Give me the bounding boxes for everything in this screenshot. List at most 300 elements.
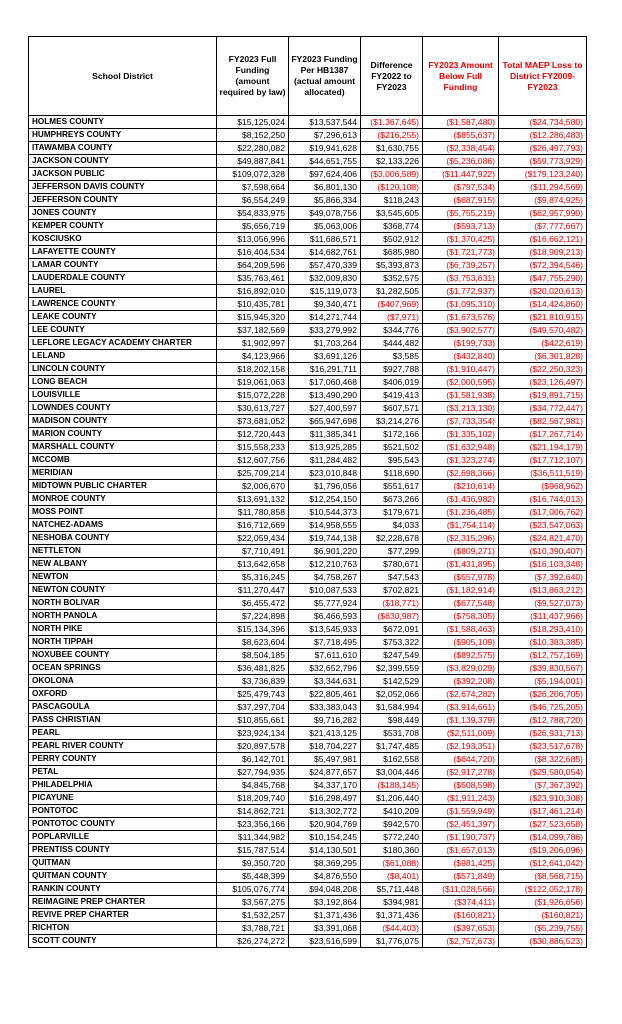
cell-difference: $180,360 xyxy=(361,844,423,857)
cell-funding-hb1387: $65,947,698 xyxy=(289,415,361,428)
cell-full-funding: $16,404,534 xyxy=(217,246,289,259)
cell-difference: $551,617 xyxy=(361,480,423,493)
cell-funding-hb1387: $7,611,610 xyxy=(289,649,361,662)
cell-total-loss: ($49,570,482) xyxy=(499,324,587,337)
cell-funding-hb1387: $6,466,593 xyxy=(289,610,361,623)
table-row xyxy=(29,935,587,948)
cell-funding-hb1387: $1,371,436 xyxy=(289,909,361,922)
cell-total-loss: ($82,567,981) xyxy=(499,415,587,428)
cell-funding-hb1387: $8,369,295 xyxy=(289,857,361,870)
table-row xyxy=(29,701,587,714)
table-row xyxy=(29,506,587,519)
cell-district: MERIDIAN xyxy=(29,467,217,480)
cell-full-funding: $49,887,841 xyxy=(217,155,289,168)
table-row xyxy=(29,792,587,805)
cell-amount-below: ($2,757,673) xyxy=(423,935,499,948)
table-row xyxy=(29,298,587,311)
cell-difference: $3,545,605 xyxy=(361,207,423,220)
cell-district: NEW ALBANY xyxy=(29,558,217,571)
cell-total-loss: ($122,052,178) xyxy=(499,883,587,896)
table-row xyxy=(29,155,587,168)
cell-full-funding: $15,072,228 xyxy=(217,389,289,402)
cell-total-loss: ($17,006,762) xyxy=(499,506,587,519)
cell-district: LOWNDES COUNTY xyxy=(29,402,217,415)
cell-amount-below: ($1,190,737) xyxy=(423,831,499,844)
cell-total-loss: ($23,517,678) xyxy=(499,740,587,753)
cell-funding-hb1387: $15,119,073 xyxy=(289,285,361,298)
cell-total-loss: ($20,020,613) xyxy=(499,285,587,298)
cell-full-funding: $12,607,756 xyxy=(217,454,289,467)
cell-amount-below: ($432,840) xyxy=(423,350,499,363)
cell-amount-below: ($1,673,576) xyxy=(423,311,499,324)
cell-full-funding: $12,720,443 xyxy=(217,428,289,441)
table-row xyxy=(29,272,587,285)
table-row xyxy=(29,363,587,376)
cell-district: REVIVE PREP CHARTER xyxy=(29,909,217,922)
cell-difference: $344,776 xyxy=(361,324,423,337)
header-funding-hb1387: FY2023 Funding Per HB1387 (actual amount allocated) xyxy=(289,37,361,116)
table-body xyxy=(29,116,587,948)
cell-funding-hb1387: $16,291,711 xyxy=(289,363,361,376)
cell-total-loss: ($10,390,407) xyxy=(499,545,587,558)
cell-total-loss: ($1,926,656) xyxy=(499,896,587,909)
cell-amount-below: ($5,236,086) xyxy=(423,155,499,168)
cell-amount-below: ($571,849) xyxy=(423,870,499,883)
cell-amount-below: ($210,614) xyxy=(423,480,499,493)
cell-amount-below: ($1,632,948) xyxy=(423,441,499,454)
cell-amount-below: ($1,721,773) xyxy=(423,246,499,259)
cell-district: QUITMAN xyxy=(29,857,217,870)
cell-funding-hb1387: $94,048,208 xyxy=(289,883,361,896)
table-row xyxy=(29,220,587,233)
cell-full-funding: $36,481,825 xyxy=(217,662,289,675)
cell-difference: ($3,006,589) xyxy=(361,168,423,181)
cell-amount-below: ($160,821) xyxy=(423,909,499,922)
cell-amount-below: ($2,000,595) xyxy=(423,376,499,389)
cell-district: PEARL RIVER COUNTY xyxy=(29,740,217,753)
cell-difference: $3,585 xyxy=(361,350,423,363)
cell-funding-hb1387: $16,298,497 xyxy=(289,792,361,805)
cell-district: MCCOMB xyxy=(29,454,217,467)
cell-funding-hb1387: $19,941,628 xyxy=(289,142,361,155)
cell-total-loss: ($19,206,096) xyxy=(499,844,587,857)
cell-difference: $927,788 xyxy=(361,363,423,376)
cell-total-loss: ($422,619) xyxy=(499,337,587,350)
table-row xyxy=(29,207,587,220)
cell-funding-hb1387: $13,537,544 xyxy=(289,116,361,129)
cell-total-loss: ($27,523,658) xyxy=(499,818,587,831)
cell-amount-below: ($3,829,029) xyxy=(423,662,499,675)
cell-total-loss: ($8,568,715) xyxy=(499,870,587,883)
cell-full-funding: $8,623,604 xyxy=(217,636,289,649)
cell-difference: $772,240 xyxy=(361,831,423,844)
table-row xyxy=(29,779,587,792)
cell-difference: $702,821 xyxy=(361,584,423,597)
cell-amount-below: ($5,755,219) xyxy=(423,207,499,220)
cell-amount-below: ($1,370,425) xyxy=(423,233,499,246)
cell-total-loss: ($59,773,929) xyxy=(499,155,587,168)
cell-full-funding: $9,350,720 xyxy=(217,857,289,870)
cell-full-funding: $6,142,701 xyxy=(217,753,289,766)
cell-district: PASS CHRISTIAN xyxy=(29,714,217,727)
table-row xyxy=(29,116,587,129)
cell-district: JEFFERSON COUNTY xyxy=(29,194,217,207)
cell-amount-below: ($6,739,257) xyxy=(423,259,499,272)
cell-full-funding: $7,224,898 xyxy=(217,610,289,623)
cell-full-funding: $109,072,328 xyxy=(217,168,289,181)
table-row xyxy=(29,415,587,428)
cell-district: HUMPHREYS COUNTY xyxy=(29,129,217,142)
cell-difference: $1,747,485 xyxy=(361,740,423,753)
cell-full-funding: $18,209,740 xyxy=(217,792,289,805)
cell-district: LEAKE COUNTY xyxy=(29,311,217,324)
cell-district: RANKIN COUNTY xyxy=(29,883,217,896)
table-row xyxy=(29,194,587,207)
cell-difference: $368,774 xyxy=(361,220,423,233)
cell-district: MOSS POINT xyxy=(29,506,217,519)
cell-funding-hb1387: $22,805,461 xyxy=(289,688,361,701)
cell-total-loss: ($39,830,567) xyxy=(499,662,587,675)
cell-total-loss: ($47,755,290) xyxy=(499,272,587,285)
cell-total-loss: ($18,293,410) xyxy=(499,623,587,636)
cell-amount-below: ($758,305) xyxy=(423,610,499,623)
table-row xyxy=(29,688,587,701)
cell-district: PEARL xyxy=(29,727,217,740)
cell-full-funding: $14,862,721 xyxy=(217,805,289,818)
table-row xyxy=(29,636,587,649)
cell-total-loss: ($5,194,001) xyxy=(499,675,587,688)
cell-difference: ($188,145) xyxy=(361,779,423,792)
table-row xyxy=(29,324,587,337)
cell-total-loss: ($17,267,714) xyxy=(499,428,587,441)
cell-district: LEE COUNTY xyxy=(29,324,217,337)
cell-district: PHILADELPHIA xyxy=(29,779,217,792)
cell-funding-hb1387: $44,651,755 xyxy=(289,155,361,168)
table-row xyxy=(29,532,587,545)
table-row xyxy=(29,285,587,298)
cell-funding-hb1387: $32,009,830 xyxy=(289,272,361,285)
cell-total-loss: ($14,424,860) xyxy=(499,298,587,311)
table-row xyxy=(29,818,587,831)
cell-full-funding: $15,558,233 xyxy=(217,441,289,454)
cell-amount-below: ($2,451,397) xyxy=(423,818,499,831)
cell-amount-below: ($1,588,463) xyxy=(423,623,499,636)
cell-amount-below: ($3,914,661) xyxy=(423,701,499,714)
cell-amount-below: ($397,653) xyxy=(423,922,499,935)
cell-funding-hb1387: $13,490,290 xyxy=(289,389,361,402)
cell-district: REIMAGINE PREP CHARTER xyxy=(29,896,217,909)
cell-funding-hb1387: $3,344,631 xyxy=(289,675,361,688)
cell-district: NOXUBEE COUNTY xyxy=(29,649,217,662)
cell-full-funding: $2,006,670 xyxy=(217,480,289,493)
cell-total-loss: ($19,891,715) xyxy=(499,389,587,402)
cell-full-funding: $26,274,272 xyxy=(217,935,289,948)
cell-funding-hb1387: $5,866,334 xyxy=(289,194,361,207)
cell-funding-hb1387: $23,010,848 xyxy=(289,467,361,480)
cell-funding-hb1387: $97,624,406 xyxy=(289,168,361,181)
cell-difference: ($216,255) xyxy=(361,129,423,142)
cell-amount-below: ($1,095,310) xyxy=(423,298,499,311)
cell-funding-hb1387: $19,744,138 xyxy=(289,532,361,545)
cell-funding-hb1387: $33,383,043 xyxy=(289,701,361,714)
cell-full-funding: $5,448,399 xyxy=(217,870,289,883)
table-header xyxy=(29,37,587,116)
cell-difference: $1,776,075 xyxy=(361,935,423,948)
cell-total-loss: ($9,874,925) xyxy=(499,194,587,207)
cell-full-funding: $4,845,768 xyxy=(217,779,289,792)
cell-funding-hb1387: $18,704,227 xyxy=(289,740,361,753)
cell-total-loss: ($18,909,213) xyxy=(499,246,587,259)
table-row xyxy=(29,844,587,857)
cell-district: MARSHALL COUNTY xyxy=(29,441,217,454)
cell-full-funding: $15,787,514 xyxy=(217,844,289,857)
cell-district: POPLARVILLE xyxy=(29,831,217,844)
cell-difference: $77,299 xyxy=(361,545,423,558)
cell-total-loss: ($14,099,786) xyxy=(499,831,587,844)
cell-funding-hb1387: $32,652,796 xyxy=(289,662,361,675)
table-row xyxy=(29,714,587,727)
cell-difference: $685,980 xyxy=(361,246,423,259)
cell-full-funding: $3,788,721 xyxy=(217,922,289,935)
table-row xyxy=(29,870,587,883)
cell-district: PONTOTOC COUNTY xyxy=(29,818,217,831)
cell-full-funding: $22,059,434 xyxy=(217,532,289,545)
cell-funding-hb1387: $5,063,006 xyxy=(289,220,361,233)
cell-district: NEWTON COUNTY xyxy=(29,584,217,597)
table-row xyxy=(29,623,587,636)
cell-total-loss: ($9,527,073) xyxy=(499,597,587,610)
cell-difference: $118,690 xyxy=(361,467,423,480)
table-row xyxy=(29,142,587,155)
cell-difference: ($1,367,645) xyxy=(361,116,423,129)
cell-full-funding: $10,435,781 xyxy=(217,298,289,311)
cell-difference: $5,711,448 xyxy=(361,883,423,896)
cell-amount-below: ($392,208) xyxy=(423,675,499,688)
cell-difference: $531,708 xyxy=(361,727,423,740)
table-row xyxy=(29,675,587,688)
cell-full-funding: $3,567,275 xyxy=(217,896,289,909)
cell-full-funding: $3,736,839 xyxy=(217,675,289,688)
cell-full-funding: $11,270,447 xyxy=(217,584,289,597)
cell-total-loss: ($8,322,685) xyxy=(499,753,587,766)
cell-full-funding: $15,134,396 xyxy=(217,623,289,636)
cell-district: ITAWAMBA COUNTY xyxy=(29,142,217,155)
cell-difference: ($44,403) xyxy=(361,922,423,935)
cell-district: LAMAR COUNTY xyxy=(29,259,217,272)
cell-full-funding: $7,598,664 xyxy=(217,181,289,194)
cell-total-loss: ($21,194,179) xyxy=(499,441,587,454)
cell-difference: ($630,987) xyxy=(361,610,423,623)
cell-funding-hb1387: $11,284,482 xyxy=(289,454,361,467)
header-full-funding: FY2023 Full Funding (amount required by law) xyxy=(217,37,289,116)
cell-funding-hb1387: $3,691,126 xyxy=(289,350,361,363)
table-row xyxy=(29,493,587,506)
cell-difference: $419,413 xyxy=(361,389,423,402)
cell-funding-hb1387: $1,703,264 xyxy=(289,337,361,350)
cell-amount-below: ($1,587,480) xyxy=(423,116,499,129)
cell-amount-below: ($797,534) xyxy=(423,181,499,194)
cell-total-loss: ($22,250,323) xyxy=(499,363,587,376)
cell-total-loss: ($11,294,569) xyxy=(499,181,587,194)
cell-funding-hb1387: $4,876,550 xyxy=(289,870,361,883)
cell-difference: $118,243 xyxy=(361,194,423,207)
cell-total-loss: ($34,772,447) xyxy=(499,402,587,415)
cell-total-loss: ($16,103,348) xyxy=(499,558,587,571)
cell-difference: $2,399,559 xyxy=(361,662,423,675)
cell-difference: $672,091 xyxy=(361,623,423,636)
cell-district: KOSCIUSKO xyxy=(29,233,217,246)
cell-district: NETTLETON xyxy=(29,545,217,558)
table-row xyxy=(29,129,587,142)
cell-total-loss: ($21,810,915) xyxy=(499,311,587,324)
cell-amount-below: ($809,271) xyxy=(423,545,499,558)
cell-amount-below: ($1,754,114) xyxy=(423,519,499,532)
cell-district: LONG BEACH xyxy=(29,376,217,389)
table-row xyxy=(29,428,587,441)
cell-full-funding: $23,924,134 xyxy=(217,727,289,740)
cell-total-loss: ($12,641,042) xyxy=(499,857,587,870)
cell-total-loss: ($62,957,990) xyxy=(499,207,587,220)
cell-full-funding: $11,780,858 xyxy=(217,506,289,519)
header-amount-below: FY2023 Amount Below Full Funding xyxy=(423,37,499,116)
cell-total-loss: ($72,394,546) xyxy=(499,259,587,272)
cell-funding-hb1387: $4,758,267 xyxy=(289,571,361,584)
table-row xyxy=(29,740,587,753)
cell-full-funding: $105,076,774 xyxy=(217,883,289,896)
cell-district: PERRY COUNTY xyxy=(29,753,217,766)
table-row xyxy=(29,402,587,415)
cell-difference: $142,529 xyxy=(361,675,423,688)
maep-funding-table-sheet xyxy=(28,36,586,948)
cell-total-loss: ($36,511,519) xyxy=(499,467,587,480)
cell-difference: $247,549 xyxy=(361,649,423,662)
cell-difference: ($18,771) xyxy=(361,597,423,610)
cell-district: JACKSON COUNTY xyxy=(29,155,217,168)
cell-amount-below: ($1,323,274) xyxy=(423,454,499,467)
cell-district: HOLMES COUNTY xyxy=(29,116,217,129)
cell-district: PICAYUNE xyxy=(29,792,217,805)
cell-district: NESHOBA COUNTY xyxy=(29,532,217,545)
cell-funding-hb1387: $33,279,992 xyxy=(289,324,361,337)
cell-total-loss: ($24,821,470) xyxy=(499,532,587,545)
cell-district: MADISON COUNTY xyxy=(29,415,217,428)
cell-funding-hb1387: $5,777,924 xyxy=(289,597,361,610)
cell-full-funding: $20,897,578 xyxy=(217,740,289,753)
cell-full-funding: $6,554,249 xyxy=(217,194,289,207)
cell-amount-below: ($1,657,013) xyxy=(423,844,499,857)
cell-full-funding: $5,316,245 xyxy=(217,571,289,584)
header-total-loss: Total MAEP Loss to District FY2009-FY2023 xyxy=(499,37,587,116)
cell-full-funding: $35,763,461 xyxy=(217,272,289,285)
cell-amount-below: ($11,028,566) xyxy=(423,883,499,896)
table-row xyxy=(29,454,587,467)
cell-funding-hb1387: $12,254,150 xyxy=(289,493,361,506)
cell-total-loss: ($179,123,240) xyxy=(499,168,587,181)
cell-amount-below: ($557,978) xyxy=(423,571,499,584)
cell-total-loss: ($23,126,497) xyxy=(499,376,587,389)
cell-funding-hb1387: $6,801,130 xyxy=(289,181,361,194)
cell-total-loss: ($26,497,793) xyxy=(499,142,587,155)
cell-full-funding: $30,613,727 xyxy=(217,402,289,415)
table-row xyxy=(29,168,587,181)
cell-total-loss: ($26,206,705) xyxy=(499,688,587,701)
cell-district: OXFORD xyxy=(29,688,217,701)
cell-full-funding: $10,855,661 xyxy=(217,714,289,727)
cell-amount-below: ($2,315,296) xyxy=(423,532,499,545)
cell-difference: $444,482 xyxy=(361,337,423,350)
table-row xyxy=(29,766,587,779)
cell-district: MARION COUNTY xyxy=(29,428,217,441)
cell-district: PRENTISS COUNTY xyxy=(29,844,217,857)
table-row xyxy=(29,350,587,363)
cell-difference: ($7,971) xyxy=(361,311,423,324)
cell-total-loss: ($30,886,523) xyxy=(499,935,587,948)
cell-funding-hb1387: $4,337,170 xyxy=(289,779,361,792)
cell-amount-below: ($3,753,631) xyxy=(423,272,499,285)
cell-difference: ($120,108) xyxy=(361,181,423,194)
cell-full-funding: $8,504,185 xyxy=(217,649,289,662)
cell-difference: $3,214,276 xyxy=(361,415,423,428)
header-difference: Difference FY2022 to FY2023 xyxy=(361,37,423,116)
cell-difference: $673,266 xyxy=(361,493,423,506)
cell-amount-below: ($905,109) xyxy=(423,636,499,649)
cell-difference: $5,393,873 xyxy=(361,259,423,272)
cell-amount-below: ($1,139,379) xyxy=(423,714,499,727)
cell-funding-hb1387: $6,901,220 xyxy=(289,545,361,558)
cell-difference: $2,228,678 xyxy=(361,532,423,545)
cell-amount-below: ($1,436,982) xyxy=(423,493,499,506)
cell-full-funding: $13,691,132 xyxy=(217,493,289,506)
cell-amount-below: ($1,559,949) xyxy=(423,805,499,818)
cell-total-loss: ($12,757,169) xyxy=(499,649,587,662)
cell-full-funding: $1,902,997 xyxy=(217,337,289,350)
table-row xyxy=(29,909,587,922)
cell-full-funding: $25,709,214 xyxy=(217,467,289,480)
cell-district: NORTH TIPPAH xyxy=(29,636,217,649)
cell-total-loss: ($16,662,121) xyxy=(499,233,587,246)
cell-difference: $3,004,446 xyxy=(361,766,423,779)
cell-difference: $780,671 xyxy=(361,558,423,571)
table-row xyxy=(29,883,587,896)
cell-difference: $1,282,505 xyxy=(361,285,423,298)
cell-funding-hb1387: $7,718,495 xyxy=(289,636,361,649)
cell-difference: $2,052,066 xyxy=(361,688,423,701)
cell-district: NORTH PANOLA xyxy=(29,610,217,623)
cell-funding-hb1387: $23,516,599 xyxy=(289,935,361,948)
header-school-district: School District xyxy=(29,37,217,116)
cell-district: NEWTON xyxy=(29,571,217,584)
cell-difference: $179,671 xyxy=(361,506,423,519)
cell-difference: $410,209 xyxy=(361,805,423,818)
cell-funding-hb1387: $13,302,772 xyxy=(289,805,361,818)
cell-funding-hb1387: $21,413,125 xyxy=(289,727,361,740)
table-row xyxy=(29,337,587,350)
header-row xyxy=(29,37,587,116)
cell-district: LOUISVILLE xyxy=(29,389,217,402)
cell-total-loss: ($12,286,483) xyxy=(499,129,587,142)
cell-funding-hb1387: $1,796,056 xyxy=(289,480,361,493)
cell-full-funding: $27,794,935 xyxy=(217,766,289,779)
cell-difference: $1,584,994 xyxy=(361,701,423,714)
cell-total-loss: ($160,821) xyxy=(499,909,587,922)
table-row xyxy=(29,597,587,610)
cell-difference: $1,206,440 xyxy=(361,792,423,805)
table-row xyxy=(29,805,587,818)
cell-full-funding: $7,710,491 xyxy=(217,545,289,558)
table-row xyxy=(29,519,587,532)
cell-amount-below: ($1,910,447) xyxy=(423,363,499,376)
cell-difference: $502,912 xyxy=(361,233,423,246)
